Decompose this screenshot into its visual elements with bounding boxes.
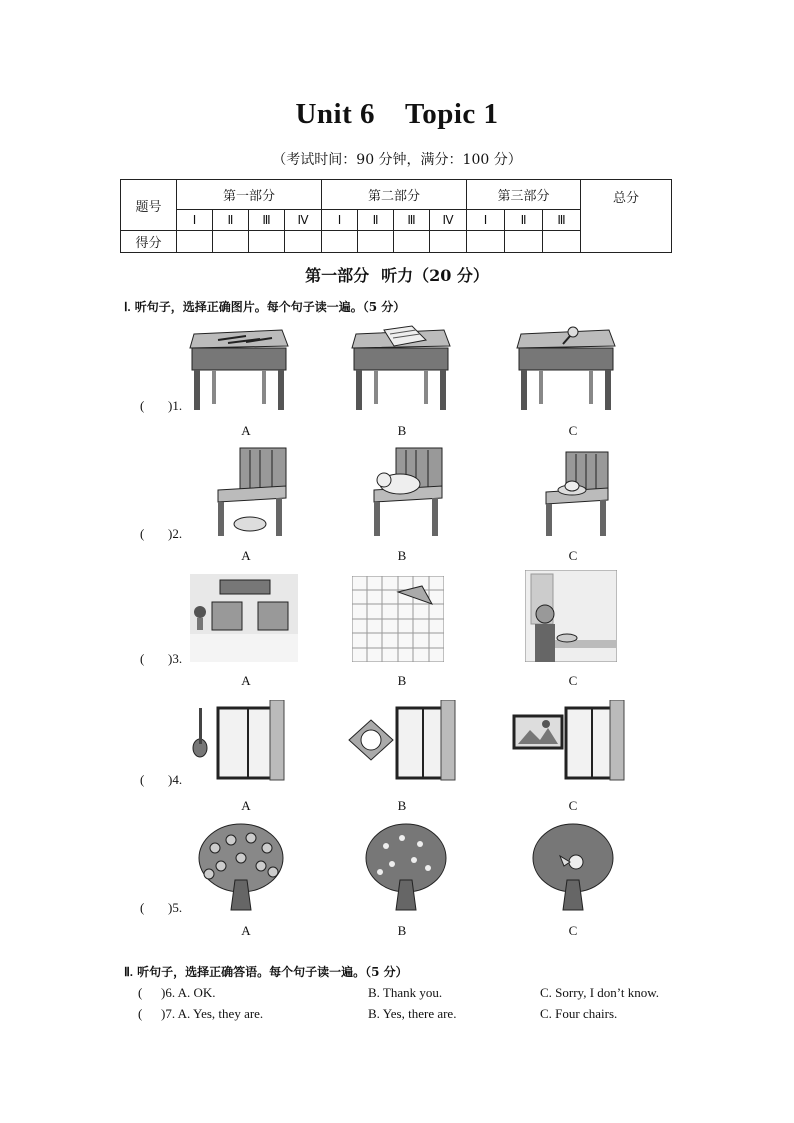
exam-info: （考试时间：90 分钟，满分：100 分） <box>272 152 522 168</box>
option-label: A <box>241 548 251 563</box>
option-label: A <box>241 673 251 688</box>
score-cell[interactable] <box>177 231 213 253</box>
part1-heading <box>124 298 405 315</box>
option-c: C. Four chairs. <box>540 1006 618 1021</box>
apple-tree-icon <box>195 822 287 912</box>
col-p1-3: Ⅲ <box>249 210 285 231</box>
col-p2-4: Ⅳ <box>430 210 467 231</box>
col-p2-2: Ⅱ <box>358 210 394 231</box>
option-label: B <box>397 798 407 813</box>
part1-num: Ⅰ. <box>124 300 131 314</box>
part1-instructions: 听句子，选择正确图片。每个句子读一遍。（5 分） <box>134 300 406 314</box>
question-7 <box>138 1006 678 1024</box>
part2-num: Ⅱ. <box>124 965 133 979</box>
col-p3-1: Ⅰ <box>467 210 505 231</box>
option-label: B <box>397 923 407 938</box>
col-p2-1: Ⅰ <box>322 210 358 231</box>
row-label-score: 得分 <box>121 231 177 253</box>
option-label: B <box>397 423 407 438</box>
part2-heading <box>124 963 408 980</box>
girl-in-kitchen-icon <box>525 570 617 662</box>
col-p1-4: Ⅳ <box>285 210 322 231</box>
part2-instructions: 听句子，选择正确答语。每个句子读一遍。（5 分） <box>137 965 408 979</box>
col-p3-2: Ⅱ <box>505 210 543 231</box>
option-b: B. Yes, there are. <box>368 1006 457 1021</box>
row-label-item: 题号 <box>121 180 177 231</box>
option-a: )7. A. Yes, they are. <box>161 1006 264 1021</box>
option-label: C <box>568 548 578 563</box>
option-b: B. Thank you. <box>368 985 443 1000</box>
option-label: C <box>568 423 578 438</box>
desk-with-book-icon <box>350 324 452 410</box>
guitar-by-window-icon <box>192 700 292 782</box>
col-p3-3: Ⅲ <box>543 210 581 231</box>
score-cell[interactable] <box>213 231 249 253</box>
score-table <box>120 179 672 253</box>
page-title <box>0 98 794 131</box>
part2-header: 第二部分 <box>322 180 467 210</box>
score-cell[interactable] <box>543 231 581 253</box>
option-label: A <box>241 798 251 813</box>
option-label: C <box>568 673 578 688</box>
score-cell[interactable] <box>249 231 285 253</box>
tiled-wall-shower-icon <box>352 576 444 662</box>
picture-by-window-icon <box>512 700 630 782</box>
option-label: A <box>241 423 251 438</box>
score-cell[interactable] <box>394 231 430 253</box>
option-a: )6. A. OK. <box>161 985 216 1000</box>
score-cell[interactable] <box>322 231 358 253</box>
living-room-sofas-icon <box>190 574 298 662</box>
score-cell[interactable] <box>285 231 322 253</box>
hat-on-chair-icon <box>542 450 612 538</box>
score-cell[interactable] <box>358 231 394 253</box>
question-3-number: ( )3. <box>140 651 183 666</box>
cat-on-chair-icon <box>370 446 446 538</box>
title-topic: Topic 1 <box>405 98 499 130</box>
question-4-number: ( )4. <box>140 772 183 787</box>
section-title <box>0 263 794 286</box>
question-5-number: ( )5. <box>140 900 183 915</box>
answer-blank[interactable]: ( <box>138 985 143 1000</box>
section-title-main: 第一部分 <box>305 266 370 285</box>
cat-under-chair-icon <box>214 446 290 538</box>
part3-header: 第三部分 <box>467 180 581 210</box>
option-label: B <box>397 548 407 563</box>
option-label: C <box>568 798 578 813</box>
score-cell[interactable] <box>467 231 505 253</box>
option-label: A <box>241 923 251 938</box>
col-p1-2: Ⅱ <box>213 210 249 231</box>
desk-with-pencils-icon <box>188 324 290 410</box>
flower-tree-icon <box>362 822 450 912</box>
question-2-number: ( )2. <box>140 526 183 541</box>
option-label: B <box>397 673 407 688</box>
total-header: 总分 <box>581 180 672 253</box>
title-unit: Unit 6 <box>295 98 376 130</box>
score-cell[interactable] <box>505 231 543 253</box>
question-6 <box>138 985 678 1003</box>
col-p2-3: Ⅲ <box>394 210 430 231</box>
part1-header: 第一部分 <box>177 180 322 210</box>
tree-with-bird-icon <box>530 822 616 912</box>
col-p1-1: Ⅰ <box>177 210 213 231</box>
answer-blank[interactable]: ( <box>138 1006 143 1021</box>
desk-with-key-icon <box>515 324 617 410</box>
clock-by-window-icon <box>345 700 459 782</box>
score-cell[interactable] <box>430 231 467 253</box>
option-c: C. Sorry, I don’t know. <box>540 985 660 1000</box>
section-title-sub: 听力（20 分） <box>381 266 489 285</box>
question-1-number: ( )1. <box>140 398 183 413</box>
option-label: C <box>568 923 578 938</box>
